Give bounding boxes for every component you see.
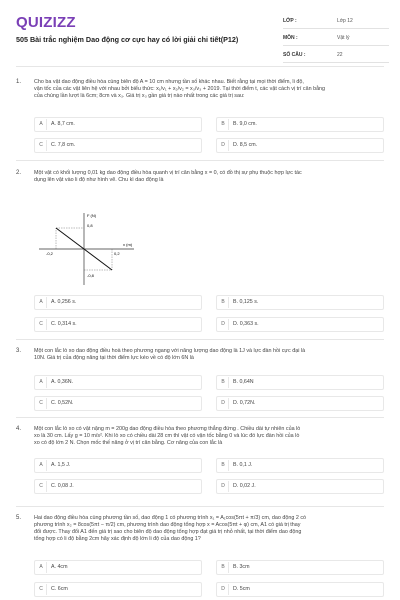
option-text: C. 6cm (51, 586, 68, 592)
question-text (34, 170, 384, 184)
option-letter: A (36, 562, 47, 573)
right-x-label: 0,2 (114, 251, 120, 256)
meta-value: Vật lý (337, 35, 350, 41)
meta-panel (283, 14, 389, 65)
option-letter: C (36, 140, 47, 151)
option-letter: D (218, 319, 229, 330)
question-line: Hai dao động điều hòa cùng phương tần số, dao động 1 có phương trình x₁ = A₁cos(5πt + π/3) cm, dao động 2 có (34, 515, 307, 521)
document-title: 505 Bài trắc nghiệm Dao động cơ cực hay có lời giải chi tiết(P12) (16, 35, 239, 44)
question-line: Một con lắc lò xo có vật nặng m = 200g dao động điều hòa theo phương thẳng đứng . Chiều dài tự nhiên của lò (34, 426, 301, 432)
option-letter: D (218, 481, 229, 492)
question-number: 5. (16, 515, 22, 521)
question-1 (16, 79, 386, 171)
option-text: A. 4cm (51, 564, 68, 570)
option-text: B. 9,0 cm. (233, 121, 257, 127)
question-5 (16, 515, 386, 600)
question-line: vận tốc của các vật liên hệ với nhau bởi biểu thức: x₁/v₁ + x₂/v₂ = x₃/v₃ + 2019. Tại thời điểm t, các vật cách vị trí cân bằng (34, 86, 326, 93)
option-text: B. 0,125 s. (233, 299, 259, 305)
meta-key: MÔN : (283, 35, 298, 41)
option-text: D. 5cm (233, 586, 250, 592)
option-letter: C (36, 398, 47, 409)
divider (16, 160, 384, 161)
option-text: C. 0,08 J. (51, 483, 74, 489)
question-3 (16, 348, 386, 418)
option-letter: C (36, 584, 47, 595)
meta-row-count (283, 48, 389, 63)
question-line: Một con lắc lò xo dao động điều hoà theo phương ngang với năng lượng dao động là 1J và lực đàn hồi cực đại là (34, 348, 306, 354)
option-c[interactable] (34, 582, 202, 597)
meta-key: SỐ CÂU : (283, 52, 306, 58)
option-b[interactable] (216, 375, 384, 390)
option-letter: B (218, 297, 229, 308)
meta-value: 22 (337, 52, 343, 58)
option-c[interactable] (34, 396, 202, 411)
option-a[interactable] (34, 295, 202, 310)
option-text: D. 0,02 J. (233, 483, 256, 489)
meta-key: LỚP : (283, 18, 297, 24)
question-line: xo có độ lớn 2 N. Chọn mốc thế năng ở vị trí cân bằng. Cơ năng của con lắc là (34, 440, 223, 447)
question-number: 3. (16, 348, 22, 354)
question-number: 2. (16, 170, 22, 176)
question-number: 4. (16, 426, 22, 432)
option-a[interactable] (34, 458, 202, 473)
question-line: phương trình x₂ = 8cos(5πt − π/2) cm, phương trình dao động tổng hợp x = Acos(5πt + φ) cm, A1 có giá trị thay (34, 522, 301, 529)
question-line: Cho ba vật dao động điều hòa cùng biên độ A = 10 cm nhưng tần số khác nhau. Biết rằng tại mọi thời điểm, li độ, (34, 79, 304, 85)
meta-value: Lớp 12 (337, 18, 353, 24)
option-letter: D (218, 584, 229, 595)
question-text (34, 79, 384, 100)
option-a[interactable] (34, 560, 202, 575)
page-header (0, 0, 400, 62)
option-letter: A (36, 460, 47, 471)
option-text: B. 0,64N (233, 379, 254, 385)
option-c[interactable] (34, 479, 202, 494)
option-d[interactable] (216, 479, 384, 494)
divider (16, 66, 384, 67)
y-axis-label: F (N) (87, 213, 97, 218)
divider (16, 506, 384, 507)
option-text: B. 3cm (233, 564, 250, 570)
option-text: A. 0,36N. (51, 379, 74, 385)
question-line: 10N. Giá trị của động năng tại thời điểm lực kéo về có độ lớn 6N là (34, 355, 194, 362)
option-text: A. 1,5 J. (51, 462, 71, 468)
option-d[interactable] (216, 138, 384, 153)
question-line: dụng lên vật vào li độ như hình vẽ. Chu kì dao động là (34, 177, 164, 184)
option-text: D. 0,363 s. (233, 321, 259, 327)
question-text (34, 426, 384, 447)
option-a[interactable] (34, 375, 202, 390)
option-text: A. 8,7 cm. (51, 121, 75, 127)
top-f-label: 0,8 (87, 223, 93, 228)
question-line: Một vật có khối lượng 0,01 kg dao động điều hòa quanh vị trí cân bằng x = 0, có đồ thị sự phụ thuộc hợp lực tác (34, 170, 302, 176)
option-letter: A (36, 377, 47, 388)
bottom-f-label: -0,8 (87, 273, 94, 278)
x-axis-label: x (m) (123, 242, 133, 247)
divider (16, 339, 384, 340)
question-line: của chúng lần lượt là 6cm; 8cm và x₃. Giá trị x₃ gần giá trị nào nhất trong các giá trị sau: (34, 93, 245, 100)
option-letter: C (36, 481, 47, 492)
meta-row-subject (283, 31, 389, 46)
option-d[interactable] (216, 317, 384, 332)
option-letter: B (218, 460, 229, 471)
option-letter: A (36, 297, 47, 308)
question-4 (16, 426, 386, 506)
question-line: đổi được. Thay đổi A1 đến giá trị sao cho biên độ dao động tổng hợp đạt giá trị nhỏ nhất, tại thời điểm dao động (34, 529, 302, 536)
option-letter: A (36, 119, 47, 130)
quizizz-logo: QUIZIZZ (16, 14, 76, 31)
option-d[interactable] (216, 582, 384, 597)
option-text: D. 8,5 cm. (233, 142, 258, 148)
option-c[interactable] (34, 317, 202, 332)
option-text: C. 7,8 cm. (51, 142, 76, 148)
option-letter: B (218, 562, 229, 573)
question-number: 1. (16, 79, 22, 85)
option-b[interactable] (216, 458, 384, 473)
option-text: B. 0,1 J. (233, 462, 253, 468)
option-text: C. 0,52N. (51, 400, 74, 406)
option-c[interactable] (34, 138, 202, 153)
meta-row-class (283, 14, 389, 29)
option-text: D. 0,72N. (233, 400, 256, 406)
option-letter: D (218, 140, 229, 151)
option-letter: D (218, 398, 229, 409)
option-a[interactable] (34, 117, 202, 132)
option-b[interactable] (216, 295, 384, 310)
question-line: tổng hợp có li độ bằng 2cm hãy xác định độ lớn li độ của dao động 1? (34, 536, 201, 543)
left-x-label: -0,2 (46, 251, 53, 256)
question-text (34, 348, 384, 362)
question-2 (16, 170, 386, 338)
option-b[interactable] (216, 117, 384, 132)
question-line: xo là 30 cm. Lấy g = 10 m/s². Khi lò xo có chiều dài 28 cm thì vật có vận tốc bằng 0 và lúc đó lực đàn hồi của lò (34, 433, 300, 440)
option-letter: B (218, 377, 229, 388)
option-text: A. 0,256 s. (51, 299, 77, 305)
divider (16, 417, 384, 418)
option-text: C. 0,314 s. (51, 321, 77, 327)
force-displacement-graph (34, 211, 138, 287)
option-d[interactable] (216, 396, 384, 411)
option-b[interactable] (216, 560, 384, 575)
option-letter: B (218, 119, 229, 130)
option-letter: C (36, 319, 47, 330)
question-text (34, 515, 384, 543)
